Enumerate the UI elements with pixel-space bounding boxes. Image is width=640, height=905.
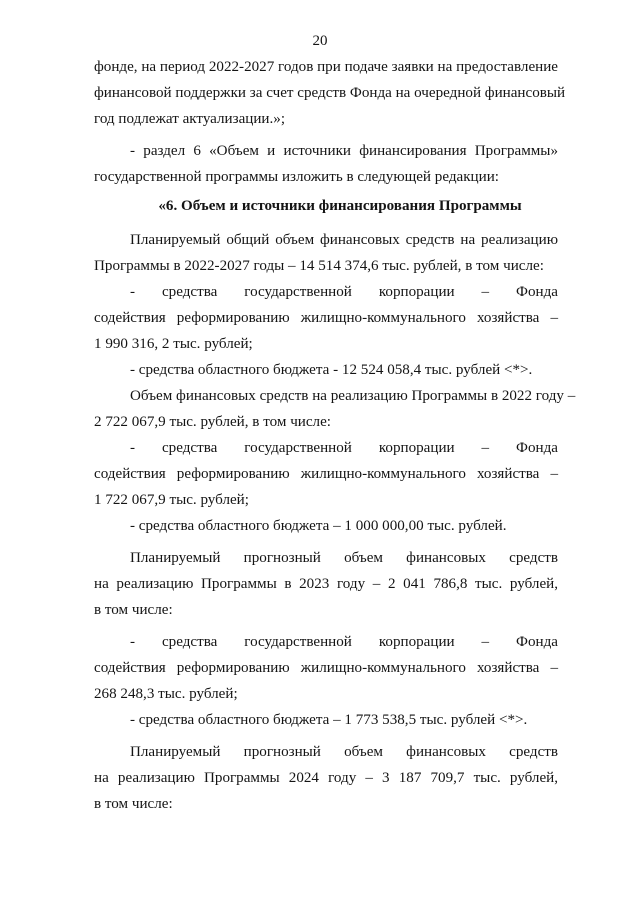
paragraph-line: Планируемый прогнозный объем финансовых средств (130, 550, 558, 566)
paragraph-line: на реализацию Программы 2024 году – 3 187 709,7 тыс. рублей, (94, 770, 558, 786)
paragraph-line: финансовой поддержки за счет средств Фонда на очередной финансовый (94, 85, 566, 101)
paragraph-line: - средства областного бюджета - 12 524 058,4 тыс. рублей <*>. (130, 362, 533, 378)
section-heading: «6. Объем и источники финансирования Программы (158, 198, 522, 214)
paragraph-line: Объем финансовых средств на реализацию Программы в 2022 году – (130, 388, 576, 404)
paragraph-line: 1 990 316, 2 тыс. рублей; (94, 336, 253, 352)
paragraph-line: 1 722 067,9 тыс. рублей; (94, 492, 249, 508)
paragraph-line: - средства государственной корпорации – Фонда (130, 440, 558, 456)
paragraph-line: - средства областного бюджета – 1 773 538,5 тыс. рублей <*>. (130, 712, 528, 728)
paragraph-line: год подлежат актуализации.»; (94, 111, 286, 127)
paragraph-line: - раздел 6 «Объем и источники финансирования Программы» (130, 143, 558, 159)
page-body (94, 54, 576, 817)
paragraph-line: содействия реформированию жилищно-коммунального хозяйства – (94, 466, 558, 482)
paragraph-line: Планируемый общий объем финансовых средств на реализацию (130, 232, 558, 248)
paragraph-line: государственной программы изложить в следующей редакции: (94, 169, 499, 185)
paragraph-line: фонде, на период 2022-2027 годов при подаче заявки на предоставление (94, 59, 558, 75)
paragraph-line: содействия реформированию жилищно-коммунального хозяйства – (94, 310, 558, 326)
paragraph-line: - средства государственной корпорации – Фонда (130, 634, 558, 650)
paragraph-line: Программы в 2022-2027 годы – 14 514 374,6 тыс. рублей, в том числе: (94, 258, 544, 274)
paragraph-line: на реализацию Программы в 2023 году – 2 041 786,8 тыс. рублей, (94, 576, 558, 592)
paragraph-line: содействия реформированию жилищно-коммунального хозяйства – (94, 660, 558, 676)
paragraph-line: Планируемый прогнозный объем финансовых средств (130, 744, 558, 760)
paragraph-line: в том числе: (94, 796, 173, 812)
paragraph-line: 2 722 067,9 тыс. рублей, в том числе: (94, 414, 331, 430)
paragraph-line: в том числе: (94, 602, 173, 618)
paragraph-line: 268 248,3 тыс. рублей; (94, 686, 238, 702)
paragraph-line: - средства областного бюджета – 1 000 000,00 тыс. рублей. (130, 518, 507, 534)
page-number: 20 (312, 33, 328, 49)
paragraph-line: - средства государственной корпорации – Фонда (130, 284, 558, 300)
